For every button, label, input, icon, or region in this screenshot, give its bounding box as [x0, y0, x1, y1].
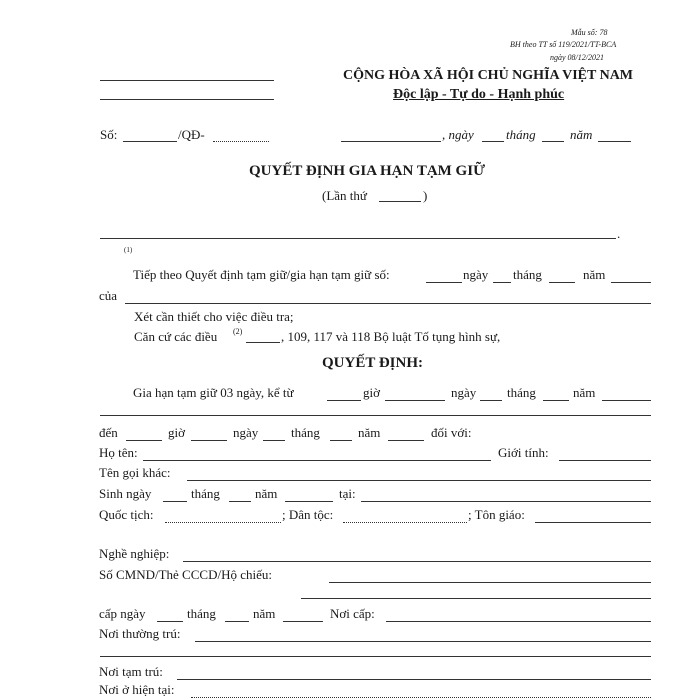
- sinh-ngay-blank: [163, 501, 187, 502]
- gia-han-ngay-blank: [480, 400, 502, 401]
- xet-can-thiet: Xét cần thiết cho việc điều tra;: [134, 309, 294, 324]
- cua-blank: [125, 303, 651, 304]
- gia-han-text: Gia hạn tạm giữ 03 ngày, kể từ: [133, 385, 294, 400]
- row-nghe-nghiep: [99, 546, 651, 564]
- form-code-line3: ngày 08/12/2021: [550, 53, 604, 62]
- place-blank: [341, 141, 441, 142]
- ton-giao-blank: [535, 522, 651, 523]
- den-thang-blank: [330, 440, 352, 441]
- gia-han-gio2-blank: [385, 400, 445, 401]
- gia-han-nam: năm: [573, 385, 596, 400]
- ho-ten-blank: [143, 460, 491, 461]
- nam-label: năm: [570, 127, 593, 142]
- can-cu-blank: [246, 342, 280, 343]
- so-cmnd-cont-line: [301, 598, 651, 599]
- lan-thu-blank: [379, 201, 421, 202]
- nam-blank: [598, 141, 631, 142]
- cap-ngay-label: cấp ngày: [99, 606, 146, 621]
- dan-toc-label: ; Dân tộc:: [282, 507, 334, 522]
- noi-thuong-tru-label: Nơi thường trú:: [99, 626, 181, 641]
- gia-han-cont-line: [100, 415, 651, 416]
- gia-han-thang: tháng: [507, 385, 536, 400]
- den-gio2-blank: [191, 440, 227, 441]
- sinh-thang-blank: [229, 501, 251, 502]
- ngay-label: , ngày: [442, 127, 474, 142]
- lan-thu-close: ): [423, 188, 428, 203]
- gioi-tinh-label: Giới tính:: [498, 445, 549, 460]
- row-gia-han: [99, 385, 651, 403]
- thang-label: tháng: [506, 127, 536, 142]
- noi-cap-label: Nơi cấp:: [330, 606, 375, 621]
- row-tiep-theo: [99, 267, 651, 285]
- form-code-line1: Mẫu số: 78: [571, 28, 608, 37]
- noi-o-hien-tai-label: Nơi ở hiện tại:: [99, 682, 175, 697]
- footnote-1: (1): [124, 246, 133, 254]
- row-ten-goi-khac: [99, 465, 651, 483]
- nghe-nghiep-blank: [183, 561, 651, 562]
- can-cu-suffix: , 109, 117 và 118 Bộ luật Tố tụng hình sự,: [281, 329, 501, 344]
- ngay-blank: [482, 141, 504, 142]
- noi-cap-blank: [386, 621, 651, 622]
- cap-nam-label: năm: [253, 606, 276, 621]
- so-label: Số:: [100, 127, 118, 142]
- agency-line-2: [100, 99, 274, 100]
- cua-label: của: [99, 288, 118, 303]
- document-title: QUYẾT ĐỊNH GIA HẠN TẠM GIỮ: [249, 163, 486, 179]
- den-label: đến: [99, 425, 118, 440]
- den-gio-blank: [126, 440, 162, 441]
- row-noi-thuong-tru: [99, 626, 651, 644]
- so-cmnd-label: Số CMND/Thẻ CCCD/Hộ chiếu:: [99, 567, 272, 582]
- issuer-line-dot: .: [617, 226, 621, 241]
- sinh-nam-blank: [285, 501, 333, 502]
- noi-o-hien-tai-blank: [191, 697, 651, 698]
- den-ngay-blank: [263, 440, 285, 441]
- gioi-tinh-blank: [559, 460, 651, 461]
- can-cu-sup: (2): [233, 327, 243, 336]
- quyet-dinh-heading: QUYẾT ĐỊNH:: [322, 355, 423, 371]
- issuer-line: [100, 238, 616, 239]
- so-blank: [123, 141, 177, 142]
- tiep-theo-text: Tiếp theo Quyết định tạm giữ/gia hạn tạm giữ số:: [133, 267, 390, 282]
- ten-goi-khac-blank: [187, 480, 651, 481]
- cap-thang-blank: [225, 621, 249, 622]
- row-ho-ten: [99, 445, 651, 463]
- den-nam: năm: [358, 425, 381, 440]
- den-nam-blank: [388, 440, 424, 441]
- cap-ngay-blank: [157, 621, 183, 622]
- lan-thu-open: (Lần thứ: [322, 188, 367, 203]
- quoc-tich-blank: [165, 522, 281, 523]
- doi-voi: đối với:: [431, 425, 472, 440]
- sinh-nam-label: năm: [255, 486, 278, 501]
- row-den: [99, 425, 651, 443]
- cap-nam-blank: [283, 621, 323, 622]
- qd-blank: [213, 141, 269, 142]
- row-sinh-ngay: [99, 486, 651, 504]
- tiep-ngay: ngày: [463, 267, 489, 282]
- so-cmnd-blank: [329, 582, 651, 583]
- row-cua: [99, 288, 651, 306]
- so-qd-blank: [426, 282, 462, 283]
- can-cu-prefix: Căn cứ các điều: [134, 329, 218, 344]
- agency-line-1: [100, 80, 274, 81]
- gia-han-thang-blank: [543, 400, 569, 401]
- tai-label: tại:: [339, 486, 356, 501]
- motto: Độc lập - Tự do - Hạnh phúc: [393, 87, 565, 102]
- tiep-thang-blank: [549, 282, 575, 283]
- noi-thuong-tru-blank: [195, 641, 651, 642]
- nation-title: CỘNG HÒA XÃ HỘI CHỦ NGHĨA VIỆT NAM: [343, 68, 634, 83]
- noi-thuong-tru-cont-line: [100, 656, 651, 657]
- den-gio: giờ: [168, 425, 185, 440]
- row-noi-tam-tru: [99, 664, 651, 682]
- qd-label: /QĐ-: [178, 127, 205, 142]
- row-quoc-tich: [99, 507, 651, 525]
- ho-ten-label: Họ tên:: [99, 445, 138, 460]
- form-code-line2: BH theo TT số 119/2021/TT-BCA: [510, 40, 617, 49]
- cap-thang-label: tháng: [187, 606, 216, 621]
- thang-blank: [542, 141, 564, 142]
- tiep-ngay-blank: [493, 282, 511, 283]
- row-cap-ngay: [99, 606, 651, 624]
- row-noi-o-hien-tai: [99, 682, 651, 700]
- gia-han-gio-blank: [327, 400, 361, 401]
- tai-blank: [361, 501, 651, 502]
- tiep-nam: năm: [583, 267, 606, 282]
- ten-goi-khac-label: Tên gọi khác:: [99, 465, 171, 480]
- gia-han-ngay: ngày: [451, 385, 477, 400]
- dan-toc-blank: [343, 522, 467, 523]
- quoc-tich-label: Quốc tịch:: [99, 507, 154, 522]
- den-ngay: ngày: [233, 425, 259, 440]
- gia-han-nam-blank: [602, 400, 651, 401]
- ton-giao-label: ; Tôn giáo:: [468, 507, 525, 522]
- tiep-nam-blank: [611, 282, 651, 283]
- tiep-thang: tháng: [513, 267, 542, 282]
- nghe-nghiep-label: Nghề nghiệp:: [99, 546, 170, 561]
- gia-han-gio: giờ: [363, 385, 380, 400]
- sinh-thang-label: tháng: [191, 486, 220, 501]
- noi-tam-tru-blank: [177, 679, 651, 680]
- noi-tam-tru-label: Nơi tạm trú:: [99, 664, 163, 679]
- sinh-ngay-label: Sinh ngày: [99, 486, 152, 501]
- row-so-cmnd: [99, 567, 651, 585]
- den-thang: tháng: [291, 425, 320, 440]
